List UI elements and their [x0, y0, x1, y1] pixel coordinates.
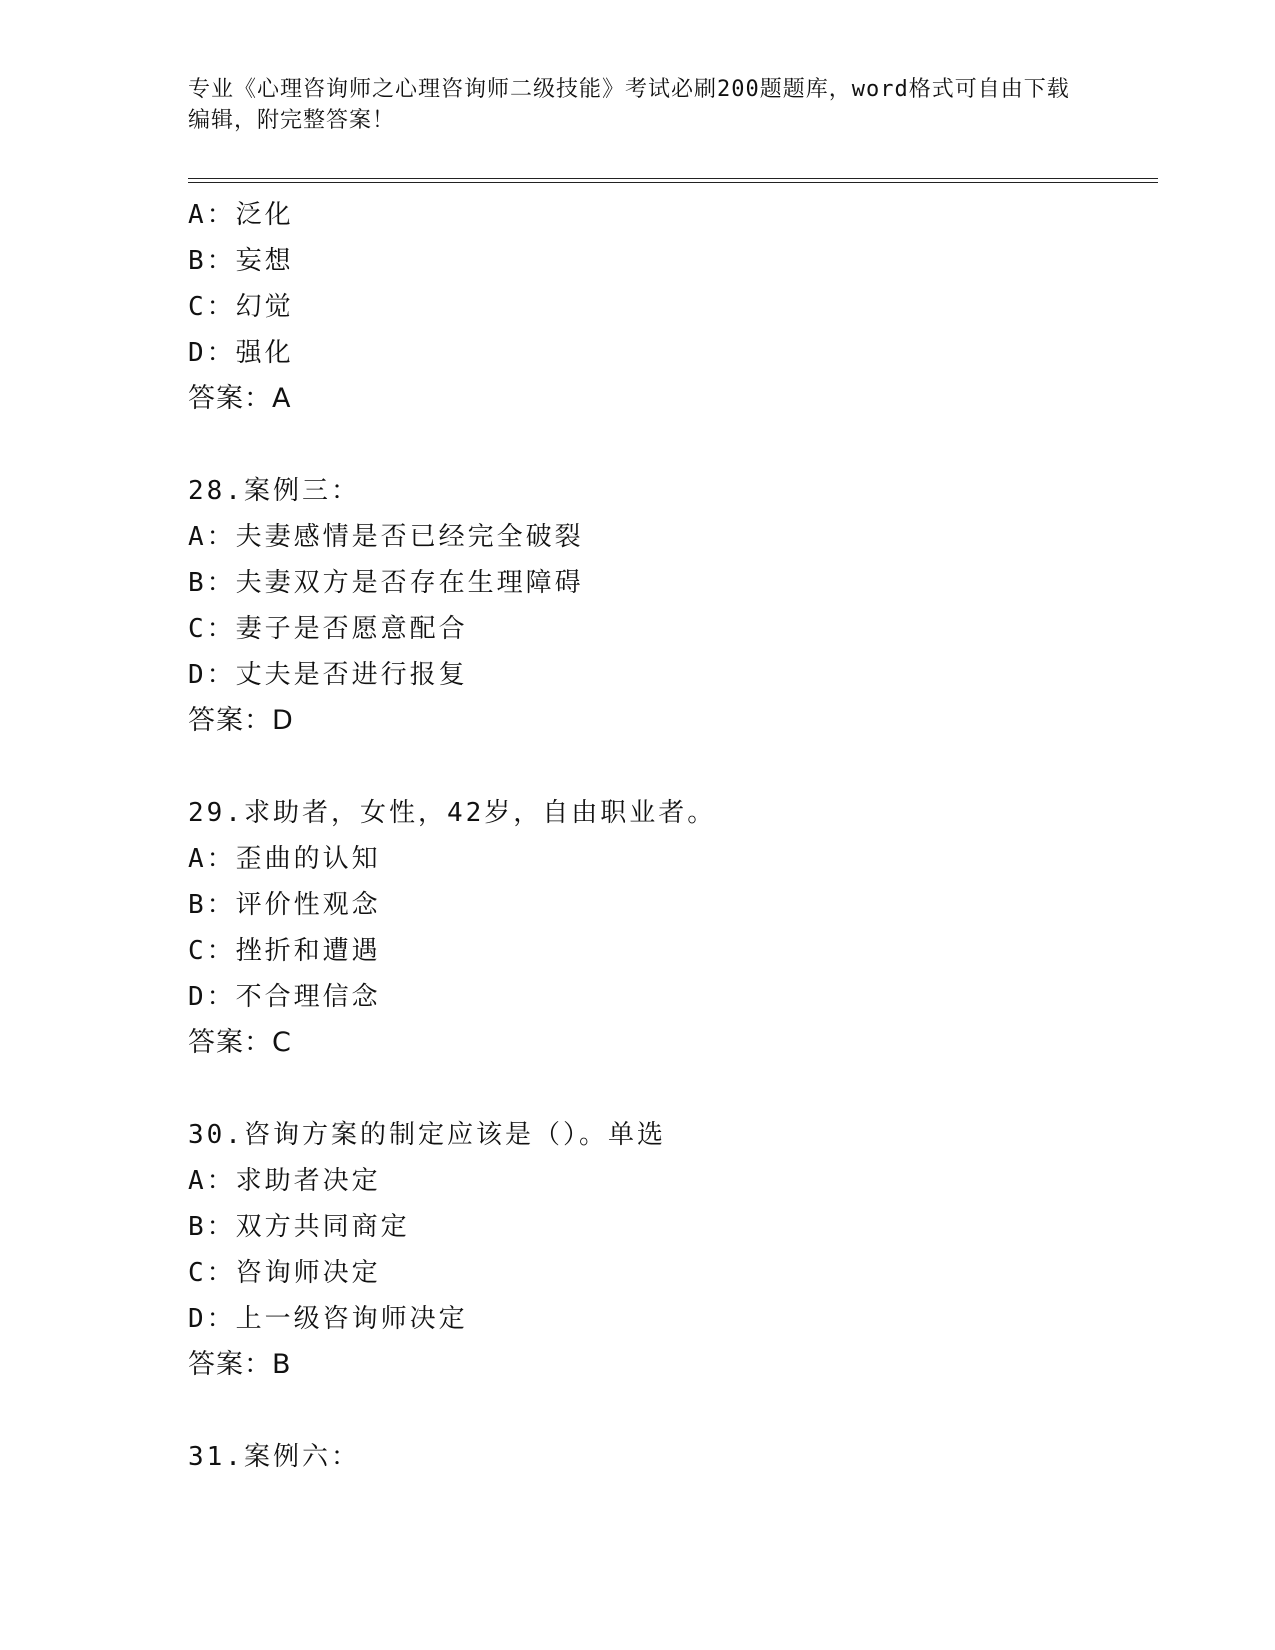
spacer: [188, 1066, 1148, 1112]
question-block: [188, 1434, 1148, 1480]
option-d: D：上一级咨询师决定: [188, 1304, 468, 1334]
answer-line: 答案：C: [188, 1027, 292, 1058]
option-d: D：强化: [188, 338, 294, 368]
option-c: C：幻觉: [188, 292, 294, 322]
header-divider: [188, 178, 1158, 183]
question-list: [188, 192, 1148, 1480]
question-stem: 31.案例六：: [188, 1442, 360, 1472]
option-d: D：丈夫是否进行报复: [188, 660, 468, 690]
option-b: B：妄想: [188, 246, 294, 276]
question-stem: 30.咨询方案的制定应该是（）。单选: [188, 1120, 666, 1150]
spacer: [188, 422, 1148, 468]
option-c: C：妻子是否愿意配合: [188, 614, 468, 644]
option-c: C：咨询师决定: [188, 1258, 381, 1288]
question-block: [188, 790, 1148, 1066]
question-block: [188, 1112, 1148, 1388]
document-header: 专业《心理咨询师之心理咨询师二级技能》考试必刷200题题库，word格式可自由下载编辑，附完整答案！: [188, 77, 1070, 133]
question-block: [188, 468, 1148, 744]
option-b: B：双方共同商定: [188, 1212, 410, 1242]
option-d: D：不合理信念: [188, 982, 381, 1012]
spacer: [188, 1388, 1148, 1434]
option-b: B：夫妻双方是否存在生理障碍: [188, 568, 584, 598]
option-a: A：歪曲的认知: [188, 844, 381, 874]
option-a: A：泛化: [188, 200, 294, 230]
question-stem: 29.求助者，女性，42岁，自由职业者。: [188, 798, 717, 828]
option-b: B：评价性观念: [188, 890, 381, 920]
question-stem: 28.案例三：: [188, 476, 360, 506]
option-a: A：求助者决定: [188, 1166, 381, 1196]
option-a: A：夫妻感情是否已经完全破裂: [188, 522, 584, 552]
answer-line: 答案：B: [188, 1349, 292, 1380]
question-block: [188, 192, 1148, 422]
option-c: C：挫折和遭遇: [188, 936, 381, 966]
answer-line: 答案：D: [188, 705, 294, 736]
answer-line: 答案：A: [188, 383, 292, 414]
spacer: [188, 744, 1148, 790]
